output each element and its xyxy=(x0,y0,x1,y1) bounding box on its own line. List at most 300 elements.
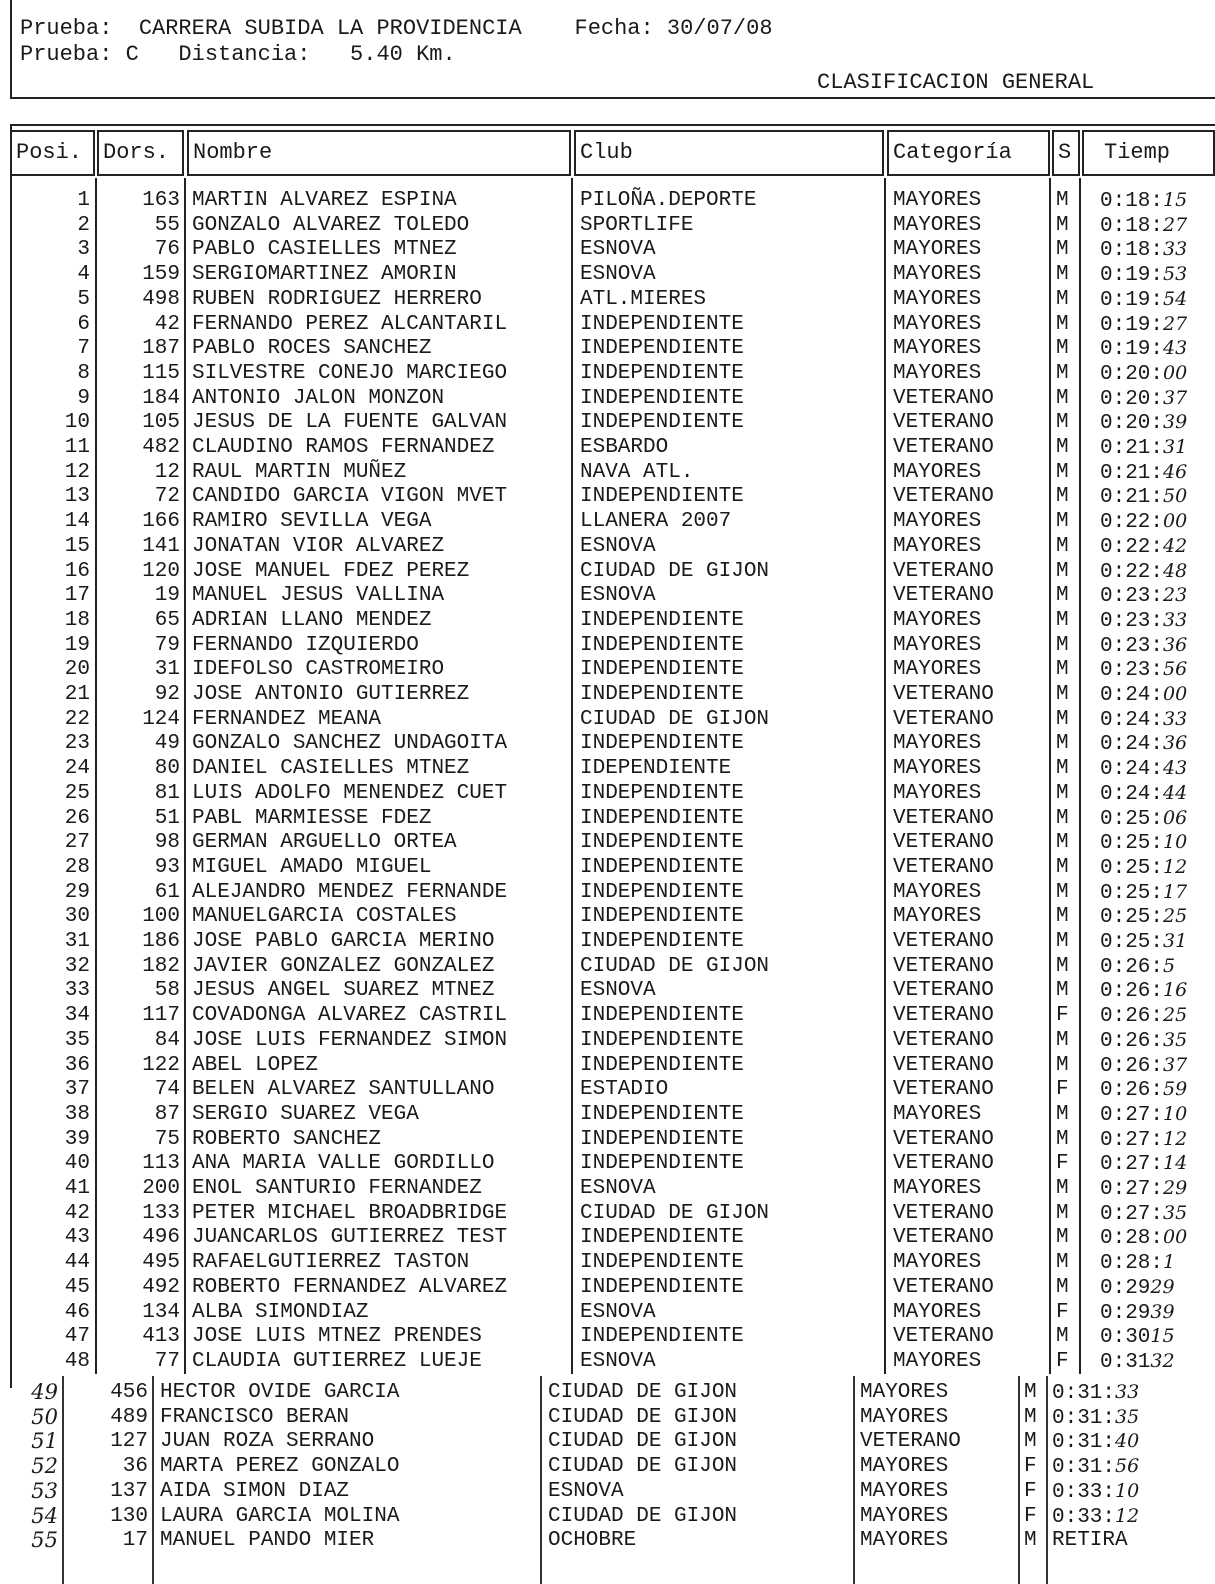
cell-nombre: FRANCISCO BERAN xyxy=(160,1405,350,1429)
cell-pos: 42 xyxy=(64,1201,90,1225)
table-row xyxy=(0,978,1215,1003)
time-base: 0:25: xyxy=(1100,881,1164,905)
cell-club: INDEPENDIENTE xyxy=(580,312,744,336)
cell-dorsal: 79 xyxy=(154,633,180,657)
cell-categoria: VETERANO xyxy=(893,1275,994,1299)
time-seconds-handwritten: 16 xyxy=(1163,979,1188,1002)
cell-pos: 8 xyxy=(77,361,90,385)
cell-tiempo xyxy=(1100,1176,1187,1202)
cell-pos: 27 xyxy=(64,831,90,855)
cell-dorsal: 137 xyxy=(110,1479,148,1503)
cell-tiempo xyxy=(1100,1053,1187,1079)
cell-sexo: M xyxy=(1056,781,1069,805)
cell-nombre: ALEJANDRO MENDEZ FERNANDE xyxy=(192,880,508,904)
cell-sexo: M xyxy=(1024,1405,1037,1429)
column-header-sexo: S xyxy=(1052,130,1080,176)
cell-tiempo xyxy=(1100,1127,1187,1153)
cell-dorsal: 496 xyxy=(142,1226,180,1250)
time-seconds-handwritten: 12 xyxy=(1163,855,1188,878)
cell-pos: 23 xyxy=(64,732,90,756)
cell-tiempo xyxy=(1100,287,1187,313)
cell-club: CIUDAD DE GIJON xyxy=(548,1504,738,1528)
cell-nombre: JESUS DE LA FUENTE GALVAN xyxy=(192,411,508,435)
time-base: 0:33: xyxy=(1052,1480,1116,1504)
cell-dorsal: 186 xyxy=(142,930,180,953)
cell-categoria: VETERANO xyxy=(893,1078,994,1102)
time-seconds-handwritten: 36 xyxy=(1163,732,1188,755)
cell-dorsal: 12 xyxy=(154,460,180,484)
cell-pos: 33 xyxy=(64,979,90,1003)
cell-sexo: M xyxy=(1056,1102,1069,1126)
cell-nombre: RAUL MARTIN MUÑEZ xyxy=(192,460,407,484)
cell-pos: 31 xyxy=(64,930,90,953)
table-row xyxy=(0,1405,1215,1430)
cell-nombre: JESUS ANGEL SUAREZ MTNEZ xyxy=(192,979,495,1003)
table-row xyxy=(0,1077,1215,1102)
cell-nombre: ROBERTO FERNANDEZ ALVAREZ xyxy=(192,1275,508,1299)
time-seconds-handwritten: 39 xyxy=(1163,411,1188,434)
cell-nombre: IDEFOLSO CASTROMEIRO xyxy=(192,658,445,682)
cell-dorsal: 92 xyxy=(154,683,180,706)
cell-nombre: GONZALO SANCHEZ UNDAGOITA xyxy=(192,732,508,756)
cell-club: ESNOVA xyxy=(580,1177,656,1200)
cell-nombre: LUIS ADOLFO MENENDEZ CUET xyxy=(192,781,508,805)
cell-categoria: MAYORES xyxy=(893,361,982,385)
table-row xyxy=(0,633,1215,658)
cell-sexo: M xyxy=(1024,1381,1037,1404)
time-seconds-handwritten: 37 xyxy=(1163,1053,1188,1076)
cell-club: ESTADIO xyxy=(580,1078,669,1102)
cell-tiempo xyxy=(1100,237,1187,263)
cell-sexo: M xyxy=(1056,732,1069,756)
table-row xyxy=(0,287,1215,312)
cell-dorsal: 159 xyxy=(142,263,180,287)
cell-club: INDEPENDIENTE xyxy=(580,633,744,657)
cell-pos: 18 xyxy=(64,608,90,632)
cell-pos: 21 xyxy=(64,683,90,706)
table-row xyxy=(0,188,1215,213)
table-row xyxy=(0,731,1215,756)
cell-sexo: M xyxy=(1056,386,1069,410)
cell-categoria: VETERANO xyxy=(893,806,994,830)
cell-sexo: M xyxy=(1056,757,1069,781)
cell-pos: 43 xyxy=(64,1226,90,1250)
time-base: 0:26: xyxy=(1100,955,1164,979)
cell-club: ATL.MIERES xyxy=(580,287,707,311)
cell-nombre: MANUEL PANDO MIER xyxy=(160,1529,375,1553)
cell-pos: 54 xyxy=(31,1503,58,1528)
cell-club: INDEPENDIENTE xyxy=(580,337,744,361)
cell-club: SPORTLIFE xyxy=(580,213,694,237)
cell-dorsal: 413 xyxy=(142,1325,180,1349)
cell-pos: 44 xyxy=(64,1251,90,1275)
time-base: 0:24: xyxy=(1100,782,1164,806)
cell-pos: 28 xyxy=(64,855,90,879)
cell-club: INDEPENDIENTE xyxy=(580,1226,744,1250)
cell-categoria: MAYORES xyxy=(893,880,982,904)
time-seconds-handwritten: 27 xyxy=(1163,213,1188,236)
cell-pos: 7 xyxy=(77,337,90,361)
cell-sexo: M xyxy=(1056,831,1069,855)
cell-dorsal: 122 xyxy=(142,1053,180,1077)
cell-nombre: MARTIN ALVAREZ ESPINA xyxy=(192,189,457,212)
cell-club: INDEPENDIENTE xyxy=(580,608,744,632)
cell-tiempo xyxy=(1100,583,1187,609)
cell-pos: 41 xyxy=(64,1177,90,1200)
cell-sexo: F xyxy=(1056,1004,1069,1028)
cell-nombre: JUAN ROZA SERRANO xyxy=(160,1430,375,1454)
time-seconds-handwritten: 12 xyxy=(1115,1504,1140,1527)
table-row xyxy=(0,682,1215,707)
cell-sexo: M xyxy=(1056,979,1069,1003)
cell-categoria: VETERANO xyxy=(893,930,994,953)
cell-sexo: M xyxy=(1056,880,1069,904)
cell-tiempo xyxy=(1100,1201,1187,1227)
time-base: 0:19: xyxy=(1100,288,1164,312)
cell-club: INDEPENDIENTE xyxy=(580,1127,744,1151)
cell-dorsal: 42 xyxy=(154,312,180,336)
time-seconds-handwritten: 10 xyxy=(1115,1479,1140,1502)
cell-club: CIUDAD DE GIJON xyxy=(580,1201,770,1225)
time-seconds-handwritten: 35 xyxy=(1163,1201,1188,1224)
cell-pos: 9 xyxy=(77,386,90,410)
table-row xyxy=(0,1454,1215,1479)
time-base: 0:25: xyxy=(1100,832,1164,856)
time-seconds-handwritten: 48 xyxy=(1163,559,1188,582)
table-row xyxy=(0,484,1215,509)
time-base: 0:27: xyxy=(1100,1128,1164,1152)
cell-club: ESNOVA xyxy=(580,1300,656,1324)
cell-sexo: M xyxy=(1056,510,1069,534)
time-base: RETIRA xyxy=(1052,1529,1128,1553)
time-base: 0:23: xyxy=(1100,659,1164,683)
cell-sexo: M xyxy=(1056,1201,1069,1225)
cell-club: CIUDAD DE GIJON xyxy=(548,1381,738,1404)
cell-nombre: HECTOR OVIDE GARCIA xyxy=(160,1381,400,1404)
cell-nombre: ANA MARIA VALLE GORDILLO xyxy=(192,1152,495,1176)
time-base: 0:25: xyxy=(1100,856,1164,880)
cell-pos: 39 xyxy=(64,1127,90,1151)
classification-title: CLASIFICACION GENERAL xyxy=(817,70,1095,95)
cell-pos: 52 xyxy=(31,1454,58,1479)
cell-tiempo xyxy=(1100,312,1187,338)
time-seconds-handwritten: 40 xyxy=(1115,1430,1140,1453)
cell-categoria: VETERANO xyxy=(893,559,994,583)
cell-nombre: RAMIRO SEVILLA VEGA xyxy=(192,510,432,534)
cell-categoria: VETERANO xyxy=(893,1201,994,1225)
cell-nombre: CLAUDIA GUTIERREZ LUEJE xyxy=(192,1349,482,1373)
cell-categoria: VETERANO xyxy=(893,855,994,879)
cell-pos: 51 xyxy=(31,1429,58,1454)
cell-pos: 3 xyxy=(77,238,90,262)
cell-nombre: FERNANDO PEREZ ALCANTARIL xyxy=(192,312,508,336)
cell-pos: 6 xyxy=(77,312,90,336)
cell-dorsal: 31 xyxy=(154,658,180,682)
cell-categoria: VETERANO xyxy=(860,1430,961,1454)
cell-categoria: VETERANO xyxy=(893,1152,994,1176)
time-base: 0:26: xyxy=(1100,980,1164,1004)
table-row xyxy=(0,1528,1215,1553)
cell-club: CIUDAD DE GIJON xyxy=(580,954,770,978)
time-base: 0:21: xyxy=(1100,461,1164,485)
cell-club: INDEPENDIENTE xyxy=(580,386,744,410)
cell-sexo: M xyxy=(1056,534,1069,558)
cell-sexo: M xyxy=(1056,806,1069,830)
table-row xyxy=(0,559,1215,584)
time-seconds-handwritten: 17 xyxy=(1163,880,1188,903)
time-base: 0:31: xyxy=(1052,1456,1116,1480)
cell-categoria: MAYORES xyxy=(860,1455,949,1479)
cell-pos: 12 xyxy=(64,460,90,484)
cell-nombre: JUANCARLOS GUTIERREZ TEST xyxy=(192,1226,508,1250)
cell-club: INDEPENDIENTE xyxy=(580,1004,744,1028)
cell-categoria: VETERANO xyxy=(893,584,994,608)
cell-nombre: COVADONGA ALVAREZ CASTRIL xyxy=(192,1004,508,1028)
cell-nombre: FERNANDO IZQUIERDO xyxy=(192,633,419,657)
cell-categoria: VETERANO xyxy=(893,1226,994,1250)
time-seconds-handwritten: 00 xyxy=(1163,361,1188,384)
cell-tiempo xyxy=(1100,806,1187,832)
cell-sexo: M xyxy=(1056,1325,1069,1349)
time-seconds-handwritten: 00 xyxy=(1163,683,1188,705)
cell-pos: 14 xyxy=(64,510,90,534)
cell-categoria: MAYORES xyxy=(893,1177,982,1200)
cell-dorsal: 72 xyxy=(154,485,180,509)
document-header xyxy=(10,0,1215,99)
time-base: 0:30 xyxy=(1100,1326,1151,1350)
time-base: 0:23: xyxy=(1100,634,1164,658)
time-base: 0:33: xyxy=(1052,1505,1116,1529)
table-row xyxy=(0,1003,1215,1028)
cell-tiempo xyxy=(1100,880,1187,906)
time-seconds-handwritten: 56 xyxy=(1163,658,1188,681)
cell-nombre: GONZALO ALVAREZ TOLEDO xyxy=(192,213,470,237)
cell-dorsal: 127 xyxy=(110,1430,148,1454)
cell-categoria: MAYORES xyxy=(893,213,982,237)
cell-sexo: F xyxy=(1024,1479,1037,1503)
cell-club: ESNOVA xyxy=(580,534,656,558)
cell-dorsal: 120 xyxy=(142,559,180,583)
cell-sexo: M xyxy=(1056,633,1069,657)
time-base: 0:31 xyxy=(1100,1350,1151,1374)
time-base: 0:26: xyxy=(1100,1054,1164,1078)
cell-sexo: M xyxy=(1056,1177,1069,1200)
cell-categoria: MAYORES xyxy=(893,633,982,657)
time-base: 0:18: xyxy=(1100,190,1164,213)
cell-dorsal: 81 xyxy=(154,781,180,805)
cell-pos: 15 xyxy=(64,534,90,558)
cell-pos: 4 xyxy=(77,263,90,287)
time-seconds-handwritten: 31 xyxy=(1163,930,1188,952)
cell-tiempo xyxy=(1052,1479,1139,1505)
cell-pos: 30 xyxy=(64,905,90,929)
cell-nombre: ABEL LOPEZ xyxy=(192,1053,319,1077)
cell-pos: 16 xyxy=(64,559,90,583)
cell-sexo: M xyxy=(1056,1127,1069,1151)
cell-club: ESBARDO xyxy=(580,436,669,459)
time-base: 0:20: xyxy=(1100,412,1164,436)
cell-nombre: ROBERTO SANCHEZ xyxy=(192,1127,382,1151)
time-base: 0:24: xyxy=(1100,733,1164,757)
cell-tiempo xyxy=(1100,1250,1175,1276)
cell-club: INDEPENDIENTE xyxy=(580,781,744,805)
time-seconds-handwritten: 10 xyxy=(1163,1102,1188,1125)
time-seconds-handwritten: 29 xyxy=(1150,1275,1175,1298)
cell-categoria: VETERANO xyxy=(893,683,994,706)
cell-club: INDEPENDIENTE xyxy=(580,1152,744,1176)
table-row xyxy=(0,213,1215,238)
time-seconds-handwritten: 1 xyxy=(1163,1251,1176,1274)
time-base: 0:26: xyxy=(1100,1005,1164,1029)
cell-sexo: M xyxy=(1056,189,1069,212)
column-header-tiempo: Tiemp xyxy=(1082,130,1215,176)
cell-sexo: M xyxy=(1056,930,1069,953)
cell-tiempo xyxy=(1100,559,1187,585)
cell-categoria: MAYORES xyxy=(893,905,982,929)
time-seconds-handwritten: 46 xyxy=(1163,460,1188,483)
cell-dorsal: 100 xyxy=(142,905,180,929)
cell-dorsal: 489 xyxy=(110,1405,148,1429)
cell-dorsal: 187 xyxy=(142,337,180,361)
cell-tiempo xyxy=(1100,336,1187,362)
table-row xyxy=(0,781,1215,806)
cell-dorsal: 115 xyxy=(142,361,180,385)
table-row xyxy=(0,1324,1215,1349)
cell-nombre: JOSE LUIS MTNEZ PRENDES xyxy=(192,1325,482,1349)
cell-categoria: MAYORES xyxy=(893,658,982,682)
cell-categoria: MAYORES xyxy=(893,757,982,781)
cell-tiempo xyxy=(1100,534,1187,560)
cell-sexo: M xyxy=(1024,1529,1037,1553)
cell-sexo: M xyxy=(1056,263,1069,287)
cell-pos: 49 xyxy=(31,1380,58,1404)
cell-nombre: RUBEN RODRIGUEZ HERRERO xyxy=(192,287,482,311)
cell-categoria: MAYORES xyxy=(893,1102,982,1126)
cell-pos: 40 xyxy=(64,1152,90,1176)
time-seconds-handwritten: 15 xyxy=(1163,189,1188,211)
cell-categoria: VETERANO xyxy=(893,1325,994,1349)
time-base: 0:20: xyxy=(1100,362,1164,386)
cell-tiempo xyxy=(1100,657,1187,683)
cell-sexo: M xyxy=(1056,436,1069,459)
cell-pos: 36 xyxy=(64,1053,90,1077)
cell-categoria: VETERANO xyxy=(893,979,994,1003)
results-lower-section xyxy=(0,1376,1215,1584)
cell-sexo: M xyxy=(1056,287,1069,311)
time-base: 0:18: xyxy=(1100,239,1164,263)
cell-sexo: F xyxy=(1056,1078,1069,1102)
cell-tiempo xyxy=(1100,1028,1187,1054)
time-seconds-handwritten: 33 xyxy=(1163,707,1188,730)
cell-dorsal: 498 xyxy=(142,287,180,311)
column-header-categoria: Categoría xyxy=(887,130,1050,176)
cell-nombre: JOSE LUIS FERNANDEZ SIMON xyxy=(192,1028,508,1052)
cell-club: INDEPENDIENTE xyxy=(580,1325,744,1349)
table-row xyxy=(0,1429,1215,1454)
cell-categoria: MAYORES xyxy=(860,1529,949,1553)
cell-sexo: M xyxy=(1056,954,1069,978)
cell-dorsal: 163 xyxy=(142,189,180,212)
cell-pos: 47 xyxy=(64,1325,90,1349)
cell-pos: 50 xyxy=(31,1404,58,1429)
cell-nombre: PETER MICHAEL BROADBRIDGE xyxy=(192,1201,508,1225)
table-row xyxy=(0,509,1215,534)
table-row xyxy=(0,1028,1215,1053)
cell-club: ESNOVA xyxy=(580,263,656,287)
cell-sexo: M xyxy=(1056,460,1069,484)
time-seconds-handwritten: 36 xyxy=(1163,633,1188,656)
cell-sexo: F xyxy=(1056,1152,1069,1176)
table-row xyxy=(0,361,1215,386)
cell-club: IDEPENDIENTE xyxy=(580,757,732,781)
cell-club: INDEPENDIENTE xyxy=(580,880,744,904)
cell-categoria: VETERANO xyxy=(893,831,994,855)
cell-dorsal: 492 xyxy=(142,1275,180,1299)
cell-pos: 48 xyxy=(64,1349,90,1373)
table-row xyxy=(0,1504,1215,1529)
cell-pos: 45 xyxy=(64,1275,90,1299)
cell-tiempo xyxy=(1052,1454,1139,1480)
cell-pos: 55 xyxy=(31,1528,58,1553)
time-base: 0:18: xyxy=(1100,214,1164,238)
cell-tiempo xyxy=(1100,682,1187,708)
time-seconds-handwritten: 43 xyxy=(1163,757,1188,780)
cell-dorsal: 80 xyxy=(154,757,180,781)
table-row xyxy=(0,1225,1215,1250)
cell-tiempo xyxy=(1100,731,1187,757)
cell-pos: 2 xyxy=(77,213,90,237)
cell-dorsal: 49 xyxy=(154,732,180,756)
time-seconds-handwritten: 12 xyxy=(1163,1127,1188,1150)
cell-club: INDEPENDIENTE xyxy=(580,1053,744,1077)
cell-tiempo xyxy=(1100,707,1187,733)
table-row xyxy=(0,756,1215,781)
time-seconds-handwritten: 00 xyxy=(1163,510,1188,533)
cell-tiempo xyxy=(1052,1528,1128,1553)
cell-club: CIUDAD DE GIJON xyxy=(580,707,770,731)
cell-tiempo xyxy=(1100,1349,1175,1375)
cell-categoria: VETERANO xyxy=(893,1053,994,1077)
time-seconds-handwritten: 27 xyxy=(1163,312,1188,335)
time-seconds-handwritten: 29 xyxy=(1163,1177,1188,1199)
race-distance-line: Prueba: C Distancia: 5.40 Km. xyxy=(20,42,456,67)
cell-categoria: VETERANO xyxy=(893,1004,994,1028)
cell-tiempo xyxy=(1100,1300,1175,1326)
time-base: 0:29 xyxy=(1100,1301,1151,1325)
cell-tiempo xyxy=(1100,361,1187,387)
cell-dorsal: 495 xyxy=(142,1251,180,1275)
cell-sexo: M xyxy=(1056,361,1069,385)
column-header-nombre: Nombre xyxy=(187,130,571,176)
cell-club: OCHOBRE xyxy=(548,1529,637,1553)
time-seconds-handwritten: 06 xyxy=(1163,806,1188,829)
cell-sexo: M xyxy=(1056,1226,1069,1250)
cell-sexo: M xyxy=(1056,1053,1069,1077)
cell-sexo: M xyxy=(1056,1028,1069,1052)
cell-categoria: VETERANO xyxy=(893,386,994,410)
time-seconds-handwritten: 5 xyxy=(1163,954,1176,977)
table-row xyxy=(0,1127,1215,1152)
time-seconds-handwritten: 10 xyxy=(1163,831,1188,854)
cell-nombre: PABL MARMIESSE FDEZ xyxy=(192,806,432,830)
time-seconds-handwritten: 56 xyxy=(1115,1455,1140,1478)
cell-nombre: PABLO CASIELLES MTNEZ xyxy=(192,238,457,262)
cell-nombre: ALBA SIMONDIAZ xyxy=(192,1300,369,1324)
time-seconds-handwritten: 44 xyxy=(1163,781,1188,804)
cell-categoria: MAYORES xyxy=(893,189,982,212)
cell-nombre: MARTA PEREZ GONZALO xyxy=(160,1455,400,1479)
cell-sexo: M xyxy=(1056,707,1069,731)
